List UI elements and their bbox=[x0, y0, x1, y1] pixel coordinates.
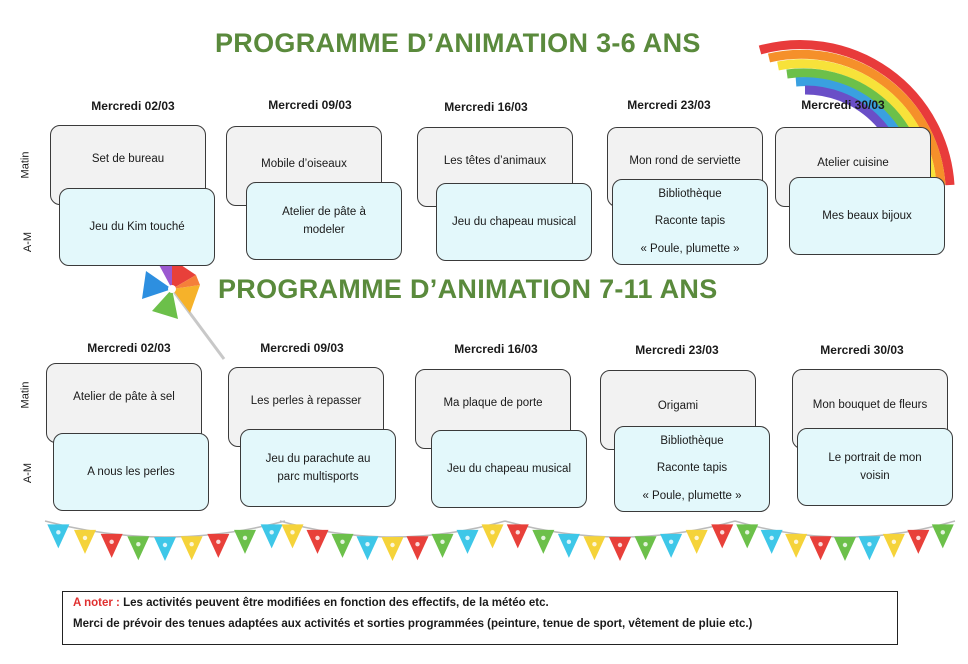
bunting-flag bbox=[609, 537, 631, 561]
side-label-morning-7-11: Matin bbox=[19, 381, 32, 409]
bunting-flag bbox=[883, 534, 905, 558]
bunting-flag bbox=[810, 536, 832, 560]
bunting-flag bbox=[482, 524, 504, 548]
bunting-flag bbox=[307, 530, 329, 554]
bunting-flag-dot bbox=[592, 542, 596, 546]
bunting-flag bbox=[583, 536, 605, 560]
bunting-flag bbox=[127, 536, 149, 560]
note-line-2: Merci de prévoir des tenues adaptées aux activités et sorties programmées (peinture, tenue de sport, vêtement de pluie etc.) bbox=[73, 618, 753, 630]
bunting-flag bbox=[932, 524, 954, 548]
bunting-flag-dot bbox=[541, 536, 545, 540]
bunting-flag-dot bbox=[669, 540, 673, 544]
bunting-flag bbox=[834, 537, 856, 561]
bunting-flag bbox=[711, 524, 733, 548]
bunting-flag bbox=[532, 530, 554, 554]
day-header-7-11-4: Mercredi 23/03 bbox=[635, 343, 719, 357]
bunting-flag-dot bbox=[618, 543, 622, 547]
bunting-flag-dot bbox=[415, 542, 419, 546]
bunting-flag-dot bbox=[83, 536, 87, 540]
bunting-flag bbox=[332, 534, 354, 558]
bunting-flag bbox=[282, 524, 304, 548]
title-3-6: PROGRAMME D’ANIMATION 3-6 ANS bbox=[215, 28, 701, 58]
bunting-flag-dot bbox=[720, 530, 724, 534]
bunting-flag-dot bbox=[163, 543, 167, 547]
bunting-flag bbox=[558, 534, 580, 558]
title-7-11: PROGRAMME D’ANIMATION 7-11 ANS bbox=[218, 274, 718, 304]
bunting-flag-dot bbox=[567, 540, 571, 544]
bunting-flag-dot bbox=[516, 530, 520, 534]
bunting-flag-dot bbox=[243, 536, 247, 540]
bunting-flag-dot bbox=[916, 536, 920, 540]
bunting-flag bbox=[432, 534, 454, 558]
activity-morning-3-6-2: Mobile d’oiseaux bbox=[226, 126, 382, 206]
day-header-3-6-5: Mercredi 30/03 bbox=[801, 98, 885, 112]
activity-morning-7-11-4: Origami bbox=[600, 370, 756, 450]
bunting-flag-dot bbox=[340, 540, 344, 544]
side-label-morning-3-6: Matin bbox=[19, 151, 32, 179]
side-label-afternoon-7-11: A-M bbox=[22, 462, 35, 484]
activity-morning-7-11-5: Mon bouquet de fleurs bbox=[792, 369, 948, 449]
activity-morning-7-11-2: Les perles à repasser bbox=[228, 367, 384, 447]
bunting-flag bbox=[507, 524, 529, 548]
bunting-flag-dot bbox=[465, 536, 469, 540]
bunting-flag-dot bbox=[843, 543, 847, 547]
bunting-flag bbox=[47, 524, 69, 548]
bunting-flag-dot bbox=[745, 530, 749, 534]
day-header-3-6-1: Mercredi 02/03 bbox=[91, 99, 175, 113]
bunting-flag-dot bbox=[818, 542, 822, 546]
activity-morning-3-6-3: Les têtes d’animaux bbox=[417, 127, 573, 207]
bunting-flag-dot bbox=[189, 542, 193, 546]
bunting-flag-dot bbox=[365, 542, 369, 546]
bunting-flag bbox=[382, 537, 404, 561]
bunting-flag-dot bbox=[290, 530, 294, 534]
bunting-flag-dot bbox=[136, 542, 140, 546]
bunting-flag-dot bbox=[440, 540, 444, 544]
bunting-flag bbox=[234, 530, 256, 554]
bunting-flag bbox=[660, 534, 682, 558]
bunting-flag-dot bbox=[269, 530, 273, 534]
activity-afternoon-3-6-2: Atelier de pâte à modeler bbox=[246, 182, 402, 260]
day-header-7-11-5: Mercredi 30/03 bbox=[820, 343, 904, 357]
bunting-flag bbox=[74, 530, 96, 554]
bunting-flag-dot bbox=[390, 543, 394, 547]
bunting-flag bbox=[736, 524, 758, 548]
bunting-flag bbox=[785, 534, 807, 558]
activity-afternoon-7-11-4: Bibliothèque Raconte tapis « Poule, plumette » bbox=[614, 426, 770, 512]
activity-afternoon-3-6-4: Bibliothèque Raconte tapis « Poule, plumette » bbox=[612, 179, 768, 265]
bunting-flag bbox=[635, 536, 657, 560]
activity-afternoon-7-11-2: Jeu du parachute au parc multisports bbox=[240, 429, 396, 507]
note-line-1: Les activités peuvent être modifiées en fonction des effectifs, de la météo etc. bbox=[123, 597, 549, 609]
day-header-3-6-3: Mercredi 16/03 bbox=[444, 100, 528, 114]
bunting-flag bbox=[154, 537, 176, 561]
activity-morning-7-11-3: Ma plaque de porte bbox=[415, 369, 571, 449]
activity-afternoon-7-11-5: Le portrait de mon voisin bbox=[797, 428, 953, 506]
day-header-3-6-4: Mercredi 23/03 bbox=[627, 98, 711, 112]
activity-afternoon-3-6-1: Jeu du Kim touché bbox=[59, 188, 215, 266]
bunting-flag-dot bbox=[694, 536, 698, 540]
bunting-flag bbox=[858, 536, 880, 560]
bunting-flag-dot bbox=[769, 536, 773, 540]
note-label: A noter : bbox=[73, 597, 120, 609]
bunting-flag-dot bbox=[109, 540, 113, 544]
bunting-flag bbox=[181, 536, 203, 560]
day-header-7-11-3: Mercredi 16/03 bbox=[454, 342, 538, 356]
bunting-flag bbox=[261, 524, 283, 548]
bunting-flag bbox=[907, 530, 929, 554]
side-label-afternoon-3-6: A-M bbox=[22, 231, 35, 253]
bunting-flag-dot bbox=[941, 530, 945, 534]
bunting-flag-dot bbox=[794, 540, 798, 544]
activity-afternoon-7-11-3: Jeu du chapeau musical bbox=[431, 430, 587, 508]
bunting-flag bbox=[761, 530, 783, 554]
day-header-3-6-2: Mercredi 09/03 bbox=[268, 98, 352, 112]
bunting-flag bbox=[207, 534, 229, 558]
activity-afternoon-3-6-5: Mes beaux bijoux bbox=[789, 177, 945, 255]
activity-morning-3-6-1: Set de bureau bbox=[50, 125, 206, 205]
bunting-flag-dot bbox=[892, 540, 896, 544]
bunting-flag bbox=[357, 536, 379, 560]
bunting-flag bbox=[457, 530, 479, 554]
bunting-flag-dot bbox=[56, 530, 60, 534]
bunting-flag-dot bbox=[867, 542, 871, 546]
day-header-7-11-1: Mercredi 02/03 bbox=[87, 341, 171, 355]
bunting-flag-dot bbox=[643, 542, 647, 546]
activity-morning-3-6-4: Mon rond de serviette bbox=[607, 127, 763, 207]
bunting-flag-dot bbox=[490, 530, 494, 534]
bunting-flags-decoration bbox=[0, 515, 968, 590]
bunting-flag bbox=[407, 536, 429, 560]
bunting-flag-dot bbox=[315, 536, 319, 540]
bunting-flag-dot bbox=[216, 540, 220, 544]
bunting-flag bbox=[101, 534, 123, 558]
activity-afternoon-3-6-3: Jeu du chapeau musical bbox=[436, 183, 592, 261]
day-header-7-11-2: Mercredi 09/03 bbox=[260, 341, 344, 355]
activity-morning-3-6-5: Atelier cuisine bbox=[775, 127, 931, 207]
activity-morning-7-11-1: Atelier de pâte à sel bbox=[46, 363, 202, 443]
note-box bbox=[62, 591, 898, 645]
activity-afternoon-7-11-1: A nous les perles bbox=[53, 433, 209, 511]
bunting-flag bbox=[686, 530, 708, 554]
